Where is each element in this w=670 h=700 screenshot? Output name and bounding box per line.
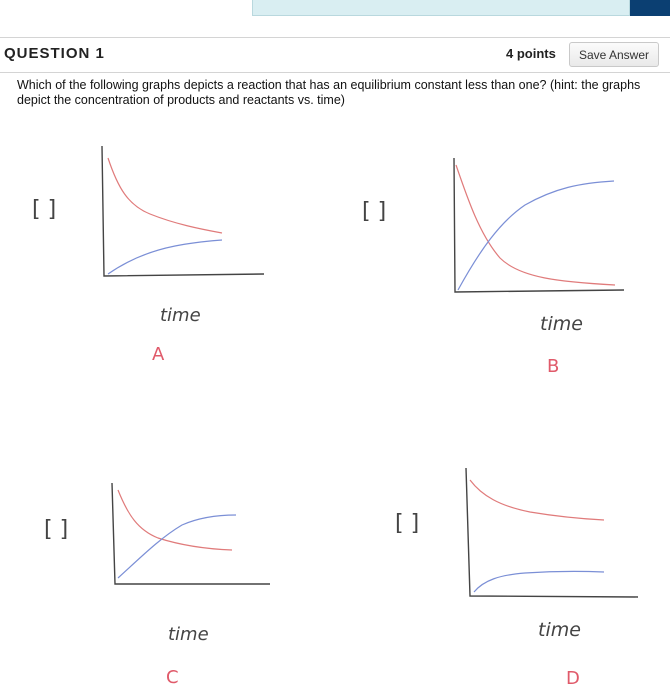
graph-a-reactant-curve: [108, 158, 222, 233]
graph-c-axis-label: time: [168, 624, 209, 645]
graph-d-product-curve: [474, 571, 604, 592]
graph-a-axes: [102, 146, 264, 276]
graph-c-letter: C: [166, 667, 179, 688]
option-a[interactable]: [32, 146, 264, 365]
option-b-checkbox[interactable]: [ ]: [362, 199, 387, 224]
graph-c-product-curve: [118, 515, 236, 578]
graph-a-axis-label: time: [160, 305, 201, 326]
question-text: Which of the following graphs depicts a reaction that has an equilibrium constant less than one? (hint: the graphs depict the concentration of products and reactants vs. time): [17, 78, 641, 107]
graph-d-axes: [466, 468, 638, 597]
graph-b-axis-label: time: [540, 313, 583, 335]
option-d[interactable]: [395, 468, 638, 689]
option-b[interactable]: [362, 158, 624, 377]
graph-c-reactant-curve: [118, 490, 232, 550]
question-points: 4 points: [506, 46, 556, 61]
graph-a-letter: A: [152, 344, 165, 365]
option-c-checkbox[interactable]: [ ]: [44, 517, 69, 542]
save-answer-button[interactable]: Save Answer: [569, 42, 659, 67]
graph-c-axes: [112, 483, 270, 584]
graph-d-axis-label: time: [538, 619, 581, 641]
graph-b-product-curve: [458, 181, 614, 290]
graph-b-letter: B: [547, 356, 560, 377]
option-c[interactable]: [44, 483, 270, 688]
question-title: QUESTION 1: [4, 45, 105, 62]
graph-d-letter: D: [566, 668, 580, 689]
option-d-checkbox[interactable]: [ ]: [395, 511, 420, 536]
option-a-checkbox[interactable]: [ ]: [32, 197, 57, 222]
graph-d-reactant-curve: [470, 480, 604, 520]
graph-a-product-curve: [108, 240, 222, 274]
